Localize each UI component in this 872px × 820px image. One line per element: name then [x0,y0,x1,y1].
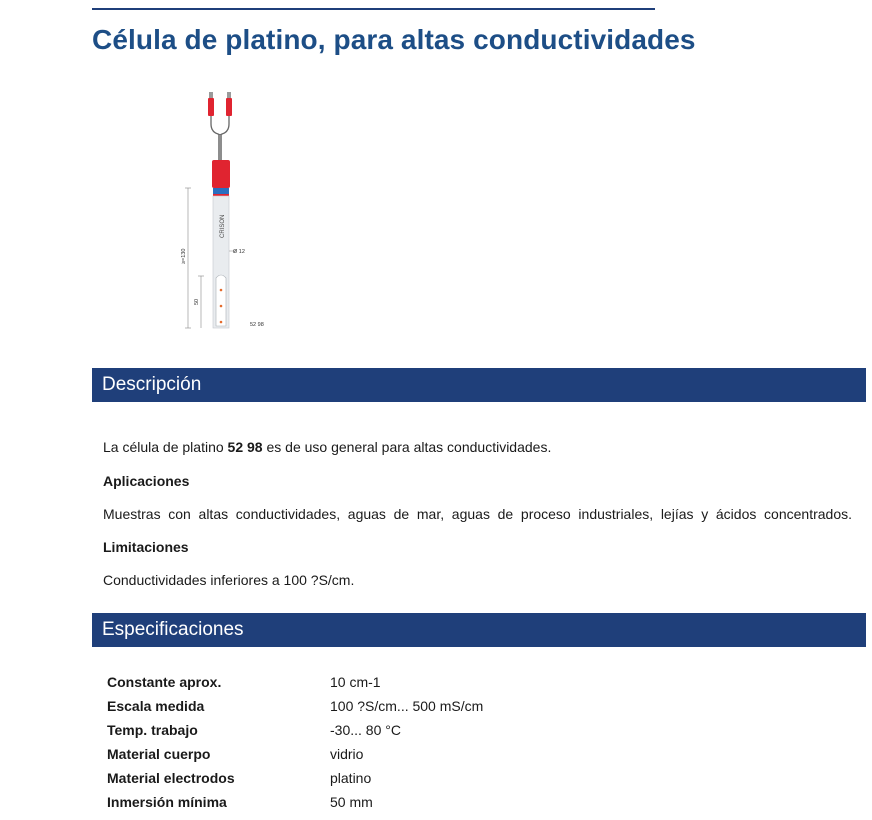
specifications-heading: Especificaciones [92,613,866,647]
electrode-window [216,275,226,326]
spec-value: platino [330,770,372,786]
intro-model: 52 98 [227,439,263,455]
applications-heading: Aplicaciones [103,473,190,489]
spec-value: vidrio [330,746,364,762]
top-rule [92,8,655,10]
page-title: Célula de platino, para altas conductividades [92,24,696,55]
cable-strain-relief [218,135,222,161]
figure-model-label: 52 98 [250,322,264,328]
electrode-cap [212,160,230,188]
spec-value: 100 ?S/cm... 500 mS/cm [330,698,484,714]
spec-label: Constante aprox. [107,674,222,690]
spec-value: 10 cm-1 [330,674,381,690]
dimension-label-immersion: 50 [194,298,200,305]
dimension-label-diameter: Ø 12 [233,249,245,255]
platinum-ring-1 [220,289,223,292]
dimension-label-total: ≥=130 [181,248,187,264]
spec-row [107,770,607,790]
spec-label: Material cuerpo [107,746,211,762]
spec-value: -30... 80 °C [330,722,401,738]
conductivity-cell-diagram [170,88,280,338]
spec-row [107,746,607,766]
limitations-text: Conductividades inferiores a 100 ?S/cm. [103,572,355,588]
description-intro [103,439,551,455]
spec-row [107,794,607,814]
spec-label: Escala medida [107,698,205,714]
spec-label: Material electrodos [107,770,235,786]
platinum-ring-2 [220,305,223,308]
applications-text: Muestras con altas conductividades, aguas de mar, aguas de proceso industriales, lejías y ácidos concentrados. [103,506,852,522]
spec-row [107,722,607,742]
spec-value: 50 mm [330,794,373,810]
cable [211,116,229,135]
intro-suffix: es de uso general para altas conductividades. [262,439,552,455]
spec-label: Inmersión mínima [107,794,227,810]
connector-plug-right [226,92,232,116]
intro-prefix: La célula de platino [103,439,228,455]
electrode-band [213,188,229,194]
spec-label: Temp. trabajo [107,722,198,738]
limitations-heading: Limitaciones [103,539,189,555]
description-heading: Descripción [92,368,866,402]
spec-row [107,674,607,694]
connector-plug-left [208,92,214,116]
platinum-ring-3 [220,321,223,324]
spec-row [107,698,607,718]
brand-label: CRISON [220,214,226,238]
